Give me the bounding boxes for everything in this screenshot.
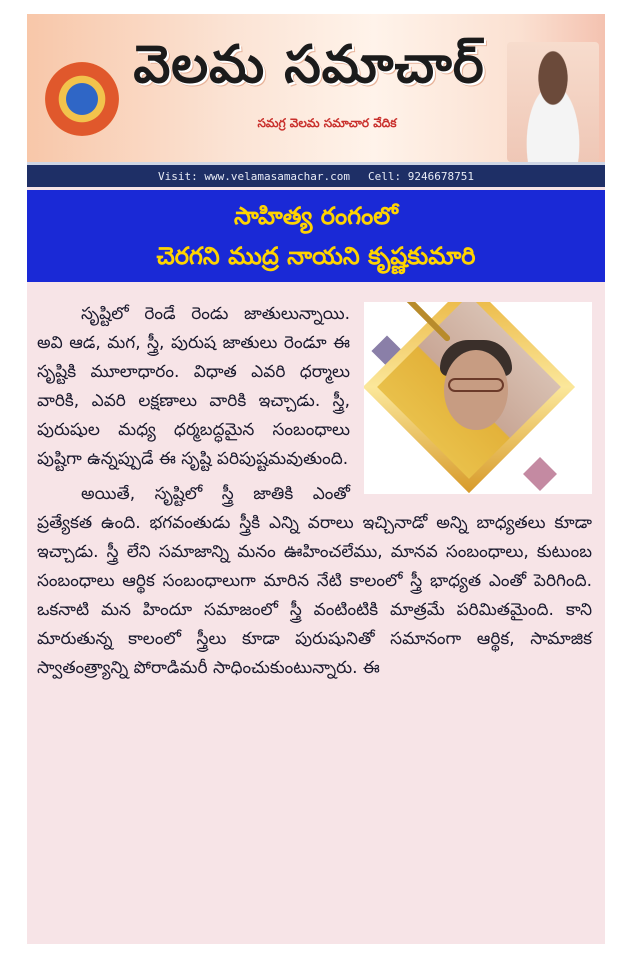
article-paragraph-1: సృష్టిలో రెండే రెండు జాతులున్నాయి. అవి ఆడ, మగ, స్త్రీ, పురుష జాతులు రెండూ ఈ సృష్టికి మూలాధారం. విధాత ఎవరి ధర్మాలు వారికి, ఎవరి లక్షణాలు వారికి ఇచ్చాడు. స్త్రీ, పురుషుల మధ్య ధర్మబద్ధమైన సంబంధాలు పుష్టిగా ఉన్నప్పుడే ఈ సృష్టి పరిపుష్టమవుతుంది. bbox=[37, 304, 350, 469]
website-text: Visit: www.velamasamachar.com bbox=[157, 169, 351, 183]
phone-text: Cell: 9246678751 bbox=[368, 169, 475, 183]
contact-bar bbox=[27, 165, 605, 187]
decorative-diamond bbox=[523, 457, 557, 491]
masthead-subtitle: సమగ్ర వెలమ సమాచార వేదిక bbox=[257, 116, 397, 130]
article-paragraph-2: అయితే, సృష్టిలో స్త్రీ జాతికి ఎంతో ప్రత్యేకత ఉంది. భగవంతుడు స్త్రీకి ఎన్ని వరాలు ఇచ్చినాడో అన్ని బాధ్యతలు కూడా ఇచ్చాడు. స్త్రీ లేని సమాజాన్ని మనం ఊహించలేము, మానవ సంబంధాలు, కుటుంబ సంబంధాలు ఆర్థిక సంబంధాలుగా మారిన నేటి కాలంలో స్త్రీ భాధ్యత ఎంతో పెరిగింది. ఒకనాటి మన హిందూ సమాజంలో స్త్రీ వంటింటికి మాత్రమే పరిమితమైంది. కాని మారుతున్న కాలంలో స్త్రీలు కూడా పురుషునితో సమానంగా ఆర్థిక, సామాజిక స్వాతంత్ర్యాన్ని పోరాడిమరీ సాధించుకుంటున్నారు. ఈ bbox=[37, 484, 592, 678]
headline-line-2: చెరగని ముద్ర నాయని కృష్ణకుమారి bbox=[156, 242, 476, 270]
portrait-glasses bbox=[448, 378, 504, 392]
masthead-banner bbox=[27, 14, 605, 187]
author-portrait-figure bbox=[364, 302, 592, 494]
article-headline bbox=[27, 190, 605, 282]
headline-line-1: సాహిత్య రంగంలో bbox=[234, 202, 398, 230]
masthead-title: వెలమ సమాచార్ bbox=[133, 34, 485, 95]
emblem-logo bbox=[45, 62, 119, 136]
editor-portrait-photo bbox=[507, 42, 599, 162]
article-body bbox=[37, 300, 592, 689]
